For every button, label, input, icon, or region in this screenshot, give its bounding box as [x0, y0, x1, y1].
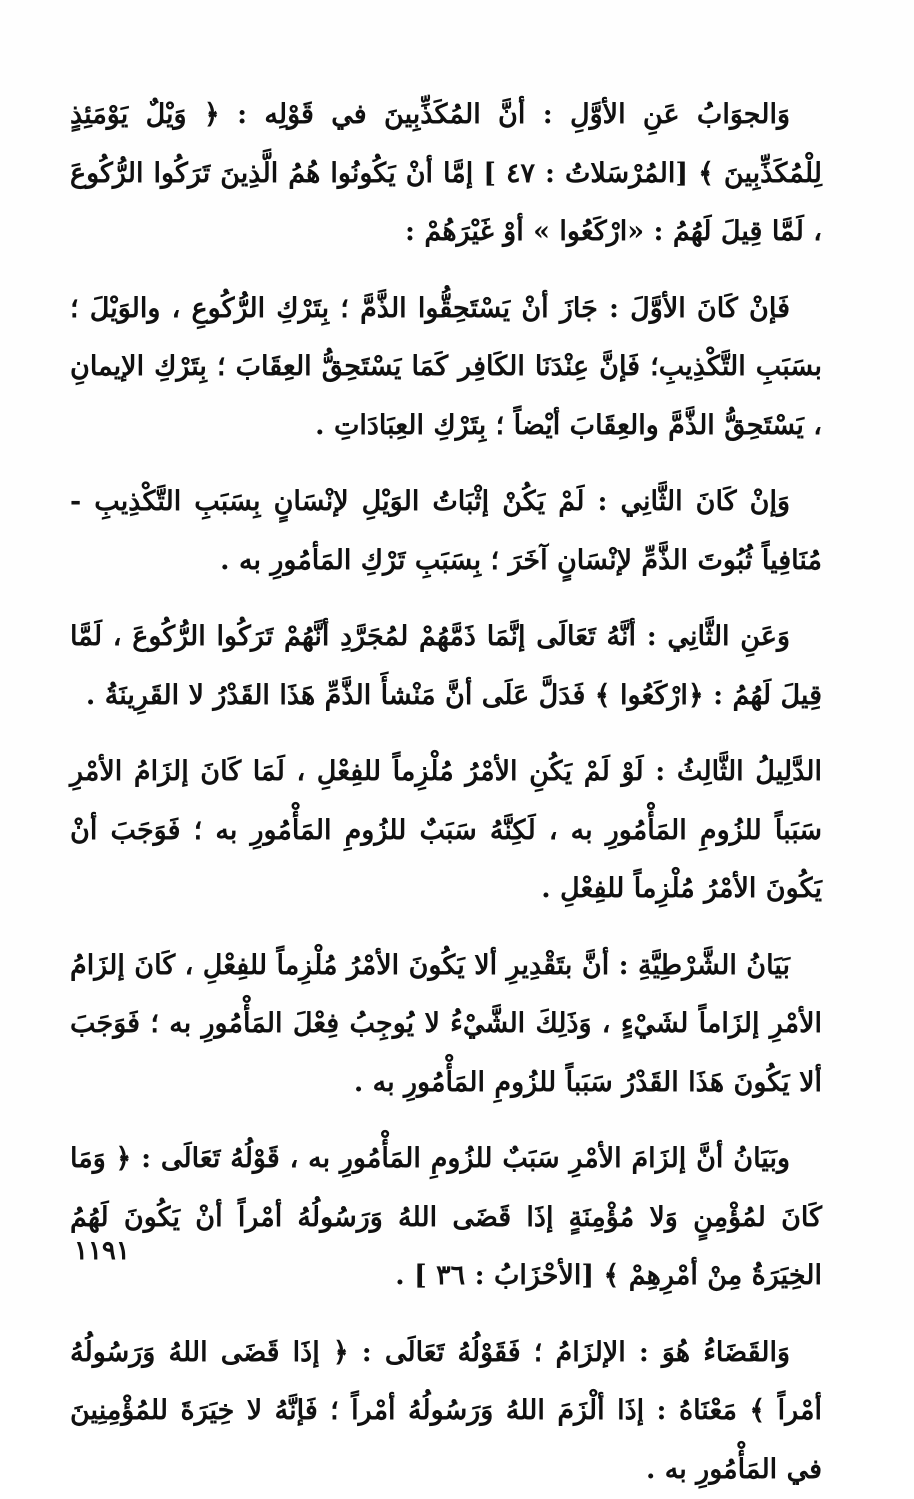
paragraph-gap	[70, 919, 822, 937]
paragraph-gap	[70, 725, 822, 743]
paragraph-third-evidence: الدَّلِيلُ الثَّالِثُ : لَوْ لَمْ يَكُنِ الأمْرُ مُلْزِماً للفِعْلِ ، لَمَا كَانَ إلزَامُ الأمْرِ سَبَباً للزُومِ المَأْمُورِ به ، لَكِنَّهُ سَبَبٌ للزُومِ المَأْمُورِ به ؛ فَوَجَبَ أنْ يَكُونَ الأمْرُ مُلْزِماً للفِعْلِ .	[70, 743, 822, 919]
paragraph-proof-verse: وبَيَانُ أنَّ إلزَامَ الأمْرِ سَبَبٌ للزُومِ المَأْمُورِ به ، قَوْلُهُ تَعَالَى : ﴿ وَمَا كَانَ لمُؤْمِنٍ وَلا مُؤْمِنَةٍ إذَا قَضَى اللهُ وَرَسُولُهُ أمْراً أنْ يَكُونَ لَهُمُ الخِيَرَةُ مِنْ أمْرِهِمْ ﴾ [الأحْزَابُ : ٣٦ ] .	[70, 1130, 822, 1306]
paragraph-if-first: فَإنْ كَانَ الأوَّلَ : جَازَ أنْ يَسْتَحِقُّوا الذَّمَّ ؛ بِتَرْكِ الرُّكُوعِ ، والوَيْلَ ؛ بسَبَبِ التَّكْذِيبِ؛ فَإنَّ عِنْدَنَا الكَافِر كَمَا يَسْتَحِقُّ العِقَابَ ؛ بِتَرْكِ الإيمانِ ، يَسْتَحِقُّ الذَّمَّ والعِقَابَ أيْضاً ؛ بِتَرْكِ العِبَادَاتِ .	[70, 280, 822, 456]
page-number: ١١٩١	[74, 1236, 130, 1266]
paragraph-gap	[70, 1306, 822, 1324]
paragraph-gap	[70, 262, 822, 280]
paragraph-if-second: وَإنْ كَانَ الثَّانِي : لَمْ يَكُنْ إثْبَاتُ الوَيْلِ لإنْسَانٍ بِسَبَبِ التَّكْذِيبِ - مُنَافِياً ثُبُوتَ الذَّمِّ لإنْسَانٍ آخَرَ ؛ بِسَبَبِ تَرْكِ المَأمُورِ به .	[70, 473, 822, 590]
paragraph-conditional-explanation: بَيَانُ الشَّرْطِيَّةِ : أنَّ بتَقْدِيرِ ألا يَكُونَ الأمْرُ مُلْزِماً للفِعْلِ ، كَانَ إلزَامُ الأمْرِ إلزَاماً لشَيْءٍ ، وَذَلِكَ الشَّيْءُ لا يُوجِبُ فِعْلَ المَأْمُورِ به ؛ فَوَجَبَ ألا يَكُونَ هَذَا القَدْرُ سَبَباً للزُومِ المَأْمُورِ به .	[70, 937, 822, 1113]
paragraph-gap	[70, 455, 822, 473]
paragraph-qada-definition: وَالقَضَاءُ هُوَ : الإلزَامُ ؛ فَقَوْلُهُ تَعَالَى : ﴿ إذَا قَضَى اللهُ وَرَسُولُهُ أمْراً ﴾ مَعْنَاهُ : إذَا ألْزَمَ اللهُ وَرَسُولُهُ أمْراً ؛ فَإنَّهُ لا خِيَرَةَ للمُؤْمِنِينَ في المَأْمُورِ به .	[70, 1324, 822, 1499]
paragraph-answer-first: وَالجوَابُ عَنِ الأوَّلِ : أنَّ المُكَذِّبِينَ في قَوْلِه : ﴿ وَيْلٌ يَوْمَئِذٍ لِلْمُكَذِّبِينَ ﴾ [المُرْسَلاتُ : ٤٧ ] إمَّا أنْ يَكُونُوا هُمُ الَّذِينَ تَرَكُوا الرُّكُوعَ ، لَمَّا قِيلَ لَهُمُ : «ارْكَعُوا » أوْ غَيْرَهُمْ :	[70, 86, 822, 262]
body-text	[70, 86, 822, 1499]
paragraph-answer-second: وَعَنِ الثَّانِي : أنَّهُ تَعَالَى إنَّمَا ذَمَّهُمْ لمُجَرَّدِ أنَّهُمْ تَرَكُوا الرُّكُوعَ ، لَمَّا قِيلَ لَهُمُ : ﴿ارْكَعُوا ﴾ فَدَلَّ عَلَى أنَّ مَنْشأَ الذَّمِّ هَذَا القَدْرُ لا القَرِينَةُ .	[70, 608, 822, 725]
paragraph-gap	[70, 1112, 822, 1130]
paragraph-gap	[70, 590, 822, 608]
